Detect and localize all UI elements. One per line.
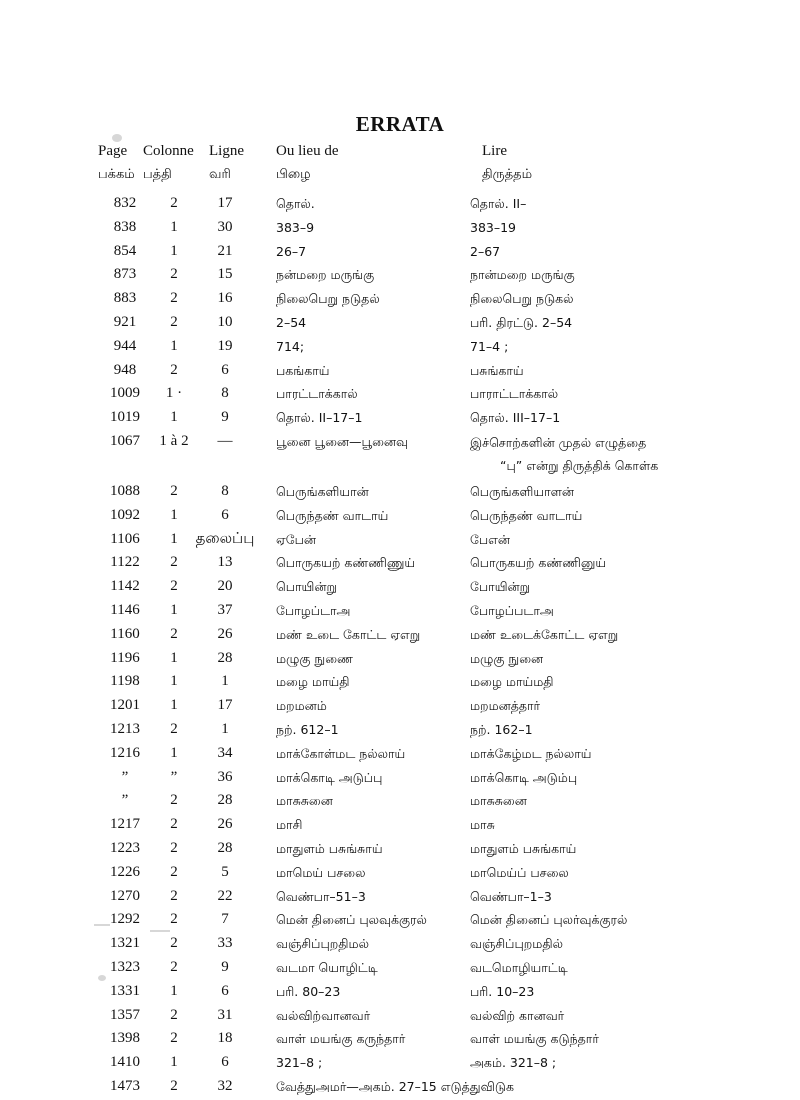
page-cell: 832 bbox=[113, 195, 137, 211]
read-cell: வஞ்சிப்புறமதில் bbox=[470, 936, 563, 952]
page-cell: 1019 bbox=[110, 409, 140, 426]
page-cell: ” bbox=[121, 768, 129, 785]
page-cell: 854 bbox=[113, 242, 137, 259]
table-row bbox=[0, 980, 800, 1004]
read-cell: போழப்படாஅ bbox=[470, 602, 554, 618]
scan-smudge bbox=[94, 924, 110, 926]
instead-of-cell: 2–54 bbox=[276, 314, 307, 330]
instead-of-cell: மாக்கொடி அடுப்பு bbox=[276, 769, 383, 785]
read-cell: அகம். 321–8 ; bbox=[470, 1055, 557, 1071]
instead-of-cell: தொல். II–17–1 bbox=[276, 410, 363, 426]
line-cell: 26 bbox=[217, 816, 233, 833]
read-cell: மாமெய்ப் பசலை bbox=[470, 864, 569, 880]
column-cell: 2 bbox=[170, 1077, 178, 1094]
table-row bbox=[0, 694, 800, 718]
read-cell: நான்மறை மருங்கு bbox=[470, 267, 575, 283]
column-cell: 2 bbox=[170, 863, 178, 880]
instead-of-cell: 26–7 bbox=[276, 243, 307, 259]
instead-of-cell: வேத்துஅமர்—அகம். 27–15 எடுத்துவிடுக bbox=[276, 1078, 514, 1094]
table-row bbox=[0, 908, 800, 932]
page-cell: 873 bbox=[113, 266, 137, 283]
instead-of-cell: போழப்டாஅ bbox=[276, 602, 351, 618]
line-cell: 10 bbox=[217, 313, 233, 330]
column-cell: 1 bbox=[170, 697, 178, 714]
line-cell: 15 bbox=[217, 266, 233, 283]
instead-of-cell: மாதுளம் பசுங்சுாய் bbox=[276, 840, 383, 856]
column-cell: 1 bbox=[170, 982, 178, 999]
line-cell: 9 bbox=[221, 958, 229, 975]
line-cell: 22 bbox=[217, 887, 233, 904]
line-cell: 13 bbox=[217, 554, 233, 571]
table-row bbox=[0, 932, 800, 956]
read-cell: வெண்பா–1–3 bbox=[470, 888, 552, 904]
table-row bbox=[0, 885, 800, 909]
column-cell: 1 bbox=[170, 218, 178, 235]
instead-of-cell: பெருங்களியான் bbox=[276, 483, 369, 499]
page-cell: 1198 bbox=[110, 673, 140, 690]
read-cell: பரி. திரட்டு. 2–54 bbox=[470, 314, 573, 330]
read-cell: 71–4 ; bbox=[470, 338, 509, 354]
header-correction-tamil: திருத்தம் bbox=[482, 167, 533, 182]
table-row bbox=[0, 670, 800, 694]
instead-of-cell: நிலைபெறு நடுதல் bbox=[276, 291, 380, 307]
read-cell: மாசுசுனை bbox=[470, 793, 527, 809]
page-cell: 1146 bbox=[110, 601, 140, 618]
instead-of-cell: மாசுசுனை bbox=[276, 793, 333, 809]
instead-of-cell: பொருகயற் கண்ணிணுய் bbox=[276, 555, 416, 571]
page-cell: 1410 bbox=[110, 1054, 140, 1071]
table-row bbox=[0, 216, 800, 240]
read-cell: போயின்று bbox=[470, 579, 531, 595]
header-line-tamil: வரி bbox=[209, 167, 231, 182]
page-cell: 944 bbox=[113, 337, 137, 354]
read-cell: 383–19 bbox=[470, 219, 517, 235]
instead-of-cell: தொல். bbox=[276, 196, 315, 211]
read-cell: மாசு bbox=[470, 817, 495, 833]
page-cell: 1217 bbox=[110, 816, 140, 833]
column-cell: ” bbox=[170, 768, 178, 785]
page-cell: 1323 bbox=[110, 958, 140, 975]
line-cell: 34 bbox=[217, 744, 233, 761]
line-cell: தலைப்பு bbox=[195, 530, 255, 547]
read-cell: வடமொழியாட்டி bbox=[470, 959, 568, 975]
read-cell: வல்விற் கானவர் bbox=[470, 1007, 565, 1023]
table-row bbox=[0, 311, 800, 335]
read-cell: மழை மாய்மதி bbox=[470, 674, 554, 690]
table-row bbox=[0, 647, 800, 671]
column-cell: 1 bbox=[170, 673, 178, 690]
column-cell: 2 bbox=[170, 578, 178, 595]
table-row bbox=[0, 813, 800, 837]
instead-of-cell: பாரட்டாக்கால் bbox=[276, 386, 358, 402]
table-row bbox=[0, 1027, 800, 1051]
line-cell: 17 bbox=[217, 195, 233, 211]
read-cell: தொல். II– bbox=[470, 196, 527, 211]
line-cell: 7 bbox=[221, 911, 229, 928]
column-cell: 1 bbox=[170, 1054, 178, 1071]
read-cell: பொருகயற் கண்ணினுய் bbox=[470, 555, 607, 571]
table-row bbox=[0, 1004, 800, 1028]
table-row bbox=[0, 766, 800, 790]
page-title: ERRATA bbox=[355, 112, 445, 136]
column-cell: 2 bbox=[170, 266, 178, 283]
page-cell: 1321 bbox=[110, 935, 140, 952]
read-cell: மாதுளம் பசுங்காய் bbox=[470, 840, 577, 856]
line-cell: 6 bbox=[221, 506, 229, 523]
read-cell: மழுகு நுனை bbox=[470, 650, 544, 666]
table-row bbox=[0, 551, 800, 575]
header-column-tamil: பத்தி bbox=[143, 167, 172, 182]
table-row bbox=[0, 359, 800, 383]
page-cell: 1357 bbox=[110, 1006, 140, 1023]
column-cell: 1 bbox=[170, 530, 178, 547]
line-cell: — bbox=[217, 432, 233, 449]
read-cell: பசுங்காய் bbox=[470, 362, 524, 378]
header-row-french bbox=[0, 140, 800, 162]
read-cell: வாள் மயங்கு கடுந்தார் bbox=[470, 1031, 599, 1047]
page-cell: ” bbox=[121, 792, 129, 809]
read-cell: நற். 162–1 bbox=[470, 721, 533, 737]
line-cell: 6 bbox=[221, 361, 229, 378]
column-cell: 2 bbox=[170, 482, 178, 499]
page-cell: 1226 bbox=[110, 863, 140, 880]
table-row bbox=[0, 1051, 800, 1075]
instead-of-cell: வெண்பா–51–3 bbox=[276, 888, 366, 904]
line-cell: 26 bbox=[217, 625, 233, 642]
line-cell: 30 bbox=[217, 218, 233, 235]
instead-of-cell: பூனை பூனை—பூனைவு bbox=[276, 433, 409, 449]
header-instead-of: Ou lieu de bbox=[276, 143, 339, 159]
table-row bbox=[0, 240, 800, 264]
read-cell: பெருங்களியாளன் bbox=[470, 483, 575, 499]
instead-of-cell: பொயின்று bbox=[276, 579, 337, 595]
column-cell: 1 bbox=[170, 649, 178, 666]
line-cell: 8 bbox=[221, 482, 229, 499]
column-cell: 2 bbox=[170, 839, 178, 856]
instead-of-cell: மழுகு நுணை bbox=[276, 650, 353, 666]
read-cell: மறமனத்தார் bbox=[470, 698, 541, 714]
line-cell: 28 bbox=[217, 792, 233, 809]
line-cell: 28 bbox=[217, 649, 233, 666]
scan-smudge bbox=[98, 975, 106, 981]
page-cell: 1196 bbox=[110, 649, 140, 666]
line-cell: 32 bbox=[217, 1077, 233, 1094]
column-cell: 2 bbox=[170, 887, 178, 904]
table-row bbox=[0, 861, 800, 885]
read-cell: 2–67 bbox=[470, 243, 501, 259]
page-cell: 838 bbox=[113, 218, 137, 235]
table-row bbox=[0, 742, 800, 766]
table-row bbox=[0, 430, 800, 480]
line-cell: 37 bbox=[217, 601, 233, 618]
column-cell: 1 bbox=[170, 337, 178, 354]
column-cell: 1 bbox=[170, 242, 178, 259]
instead-of-cell: 321–8 ; bbox=[276, 1055, 323, 1071]
table-row bbox=[0, 789, 800, 813]
column-cell: 2 bbox=[170, 958, 178, 975]
instead-of-cell: பரி. 80–23 bbox=[276, 983, 341, 999]
page-cell: 1160 bbox=[110, 625, 140, 642]
line-cell: 33 bbox=[217, 935, 233, 952]
read-cell: மாக்கேழ்மட நல்லாய் bbox=[470, 745, 592, 761]
instead-of-cell: 383–9 bbox=[276, 219, 315, 235]
line-cell: 28 bbox=[217, 839, 233, 856]
page-cell: 1223 bbox=[110, 839, 140, 856]
header-error-tamil: பிழை bbox=[276, 167, 311, 182]
read-cell-continued: “பு” என்று திருத்திக் கொள்க bbox=[500, 457, 659, 473]
instead-of-cell: பகங்காய் bbox=[276, 362, 330, 378]
table-row bbox=[0, 599, 800, 623]
instead-of-cell: வஞ்சிப்புறதிமல் bbox=[276, 936, 369, 952]
page-cell: 1331 bbox=[110, 982, 140, 999]
column-cell: 2 bbox=[170, 313, 178, 330]
instead-of-cell: நற். 612–1 bbox=[276, 721, 339, 737]
read-cell: மாக்கொடி அடும்பு bbox=[470, 769, 578, 785]
column-cell: 2 bbox=[170, 792, 178, 809]
column-cell: 1 bbox=[170, 744, 178, 761]
table-row bbox=[0, 382, 800, 406]
table-row bbox=[0, 623, 800, 647]
table-row bbox=[0, 718, 800, 742]
column-cell: 2 bbox=[170, 361, 178, 378]
header-row-tamil bbox=[0, 164, 800, 186]
line-cell: 9 bbox=[221, 409, 229, 426]
page-cell: 1106 bbox=[110, 530, 140, 547]
table-row bbox=[0, 406, 800, 430]
table-row bbox=[0, 192, 800, 216]
page-cell: 883 bbox=[113, 290, 137, 307]
line-cell: 31 bbox=[217, 1006, 233, 1023]
line-cell: 6 bbox=[221, 1054, 229, 1071]
instead-of-cell: வடமா யொழிட்டி bbox=[276, 959, 378, 975]
instead-of-cell: மறமனம் bbox=[276, 698, 327, 714]
column-cell: 1 bbox=[170, 409, 178, 426]
instead-of-cell: மாமெய் பசலை bbox=[276, 864, 366, 880]
table-row bbox=[0, 528, 800, 552]
instead-of-cell: மாக்கோள்மட நல்லாய் bbox=[276, 745, 406, 761]
page-cell: 1067 bbox=[110, 432, 140, 449]
page-cell: 1270 bbox=[110, 887, 140, 904]
column-cell: 2 bbox=[170, 625, 178, 642]
line-cell: 8 bbox=[221, 385, 229, 402]
read-cell: பெருந்தண் வாடாய் bbox=[470, 507, 583, 523]
read-cell: பேஎன் bbox=[470, 531, 511, 547]
page-cell: 1201 bbox=[110, 697, 140, 714]
line-cell: 19 bbox=[217, 337, 233, 354]
read-cell: இச்சொற்களின் முதல் எழுத்தை bbox=[470, 434, 647, 450]
table-row bbox=[0, 287, 800, 311]
page-cell: 1142 bbox=[110, 578, 140, 595]
line-cell: 16 bbox=[217, 290, 233, 307]
instead-of-cell: வல்விற்வானவர் bbox=[276, 1007, 371, 1023]
page-cell: 948 bbox=[113, 361, 137, 378]
column-cell: 2 bbox=[170, 554, 178, 571]
header-page: Page bbox=[98, 143, 128, 159]
line-cell: 20 bbox=[217, 578, 233, 595]
line-cell: 21 bbox=[217, 242, 233, 259]
scan-smudge bbox=[150, 930, 170, 932]
instead-of-cell: மாசி bbox=[276, 817, 303, 833]
table-row bbox=[0, 1075, 800, 1099]
column-cell: 1 bbox=[170, 506, 178, 523]
line-cell: 1 bbox=[221, 720, 229, 737]
page-cell: 1216 bbox=[110, 744, 140, 761]
instead-of-cell: நன்மறை மருங்கு bbox=[276, 267, 375, 283]
read-cell: தொல். III–17–1 bbox=[470, 410, 561, 426]
page-cell: 1398 bbox=[110, 1030, 140, 1047]
table-row bbox=[0, 956, 800, 980]
column-cell: 2 bbox=[170, 935, 178, 952]
page-cell: 1092 bbox=[110, 506, 140, 523]
table-row bbox=[0, 504, 800, 528]
instead-of-cell: மென் தினைப் புலவுக்குரல் bbox=[276, 912, 427, 928]
page-cell: 1009 bbox=[110, 385, 140, 402]
column-cell: 2 bbox=[170, 816, 178, 833]
column-cell: 2 bbox=[170, 911, 178, 928]
instead-of-cell: வாள் மயங்கு கருந்தார் bbox=[276, 1031, 406, 1047]
column-cell: 2 bbox=[170, 1006, 178, 1023]
instead-of-cell: மழை மாய்தி bbox=[276, 674, 350, 690]
page-cell: 1292 bbox=[110, 911, 140, 928]
line-cell: 36 bbox=[217, 768, 233, 785]
instead-of-cell: மண் உடை கோட்ட ஏஎறு bbox=[276, 626, 421, 642]
line-cell: 17 bbox=[217, 697, 233, 714]
line-cell: 6 bbox=[221, 982, 229, 999]
read-cell: மண் உடைக்கோட்ட ஏஎறு bbox=[470, 626, 619, 642]
table-row bbox=[0, 837, 800, 861]
table-row bbox=[0, 263, 800, 287]
page-cell: 1088 bbox=[110, 482, 140, 499]
column-cell: 2 bbox=[170, 195, 178, 211]
scan-smudge bbox=[112, 134, 122, 142]
page-cell: 921 bbox=[113, 313, 137, 330]
header-page-tamil: பக்கம் bbox=[98, 167, 135, 182]
column-cell: 1 · bbox=[165, 385, 183, 402]
read-cell: பாராட்டாக்கால் bbox=[470, 386, 559, 402]
column-cell: 2 bbox=[170, 720, 178, 737]
instead-of-cell: ஏபேன் bbox=[276, 531, 317, 547]
header-column: Colonne bbox=[143, 143, 194, 159]
table-row bbox=[0, 575, 800, 599]
header-line: Ligne bbox=[209, 143, 244, 159]
line-cell: 18 bbox=[217, 1030, 233, 1047]
instead-of-cell: 714; bbox=[276, 338, 305, 354]
column-cell: 2 bbox=[170, 1030, 178, 1047]
column-cell: 1 bbox=[170, 601, 178, 618]
page-cell: 1473 bbox=[110, 1077, 140, 1094]
read-cell: பரி. 10–23 bbox=[470, 983, 535, 999]
column-cell: 2 bbox=[170, 290, 178, 307]
header-read: Lire bbox=[482, 143, 507, 159]
table-row bbox=[0, 480, 800, 504]
read-cell: நிலைபெறு நடுகல் bbox=[470, 291, 574, 307]
instead-of-cell: பெருந்தண் வாடாய் bbox=[276, 507, 389, 523]
errata-table bbox=[0, 192, 800, 1099]
table-row bbox=[0, 335, 800, 359]
table-header bbox=[0, 140, 800, 190]
line-cell: 5 bbox=[221, 863, 229, 880]
page-cell: 1122 bbox=[110, 554, 140, 571]
column-cell: 1 à 2 bbox=[159, 432, 189, 449]
line-cell: 1 bbox=[221, 673, 229, 690]
page-cell: 1213 bbox=[110, 720, 140, 737]
read-cell: மென் தினைப் புலர்வுக்குரல் bbox=[470, 912, 628, 928]
